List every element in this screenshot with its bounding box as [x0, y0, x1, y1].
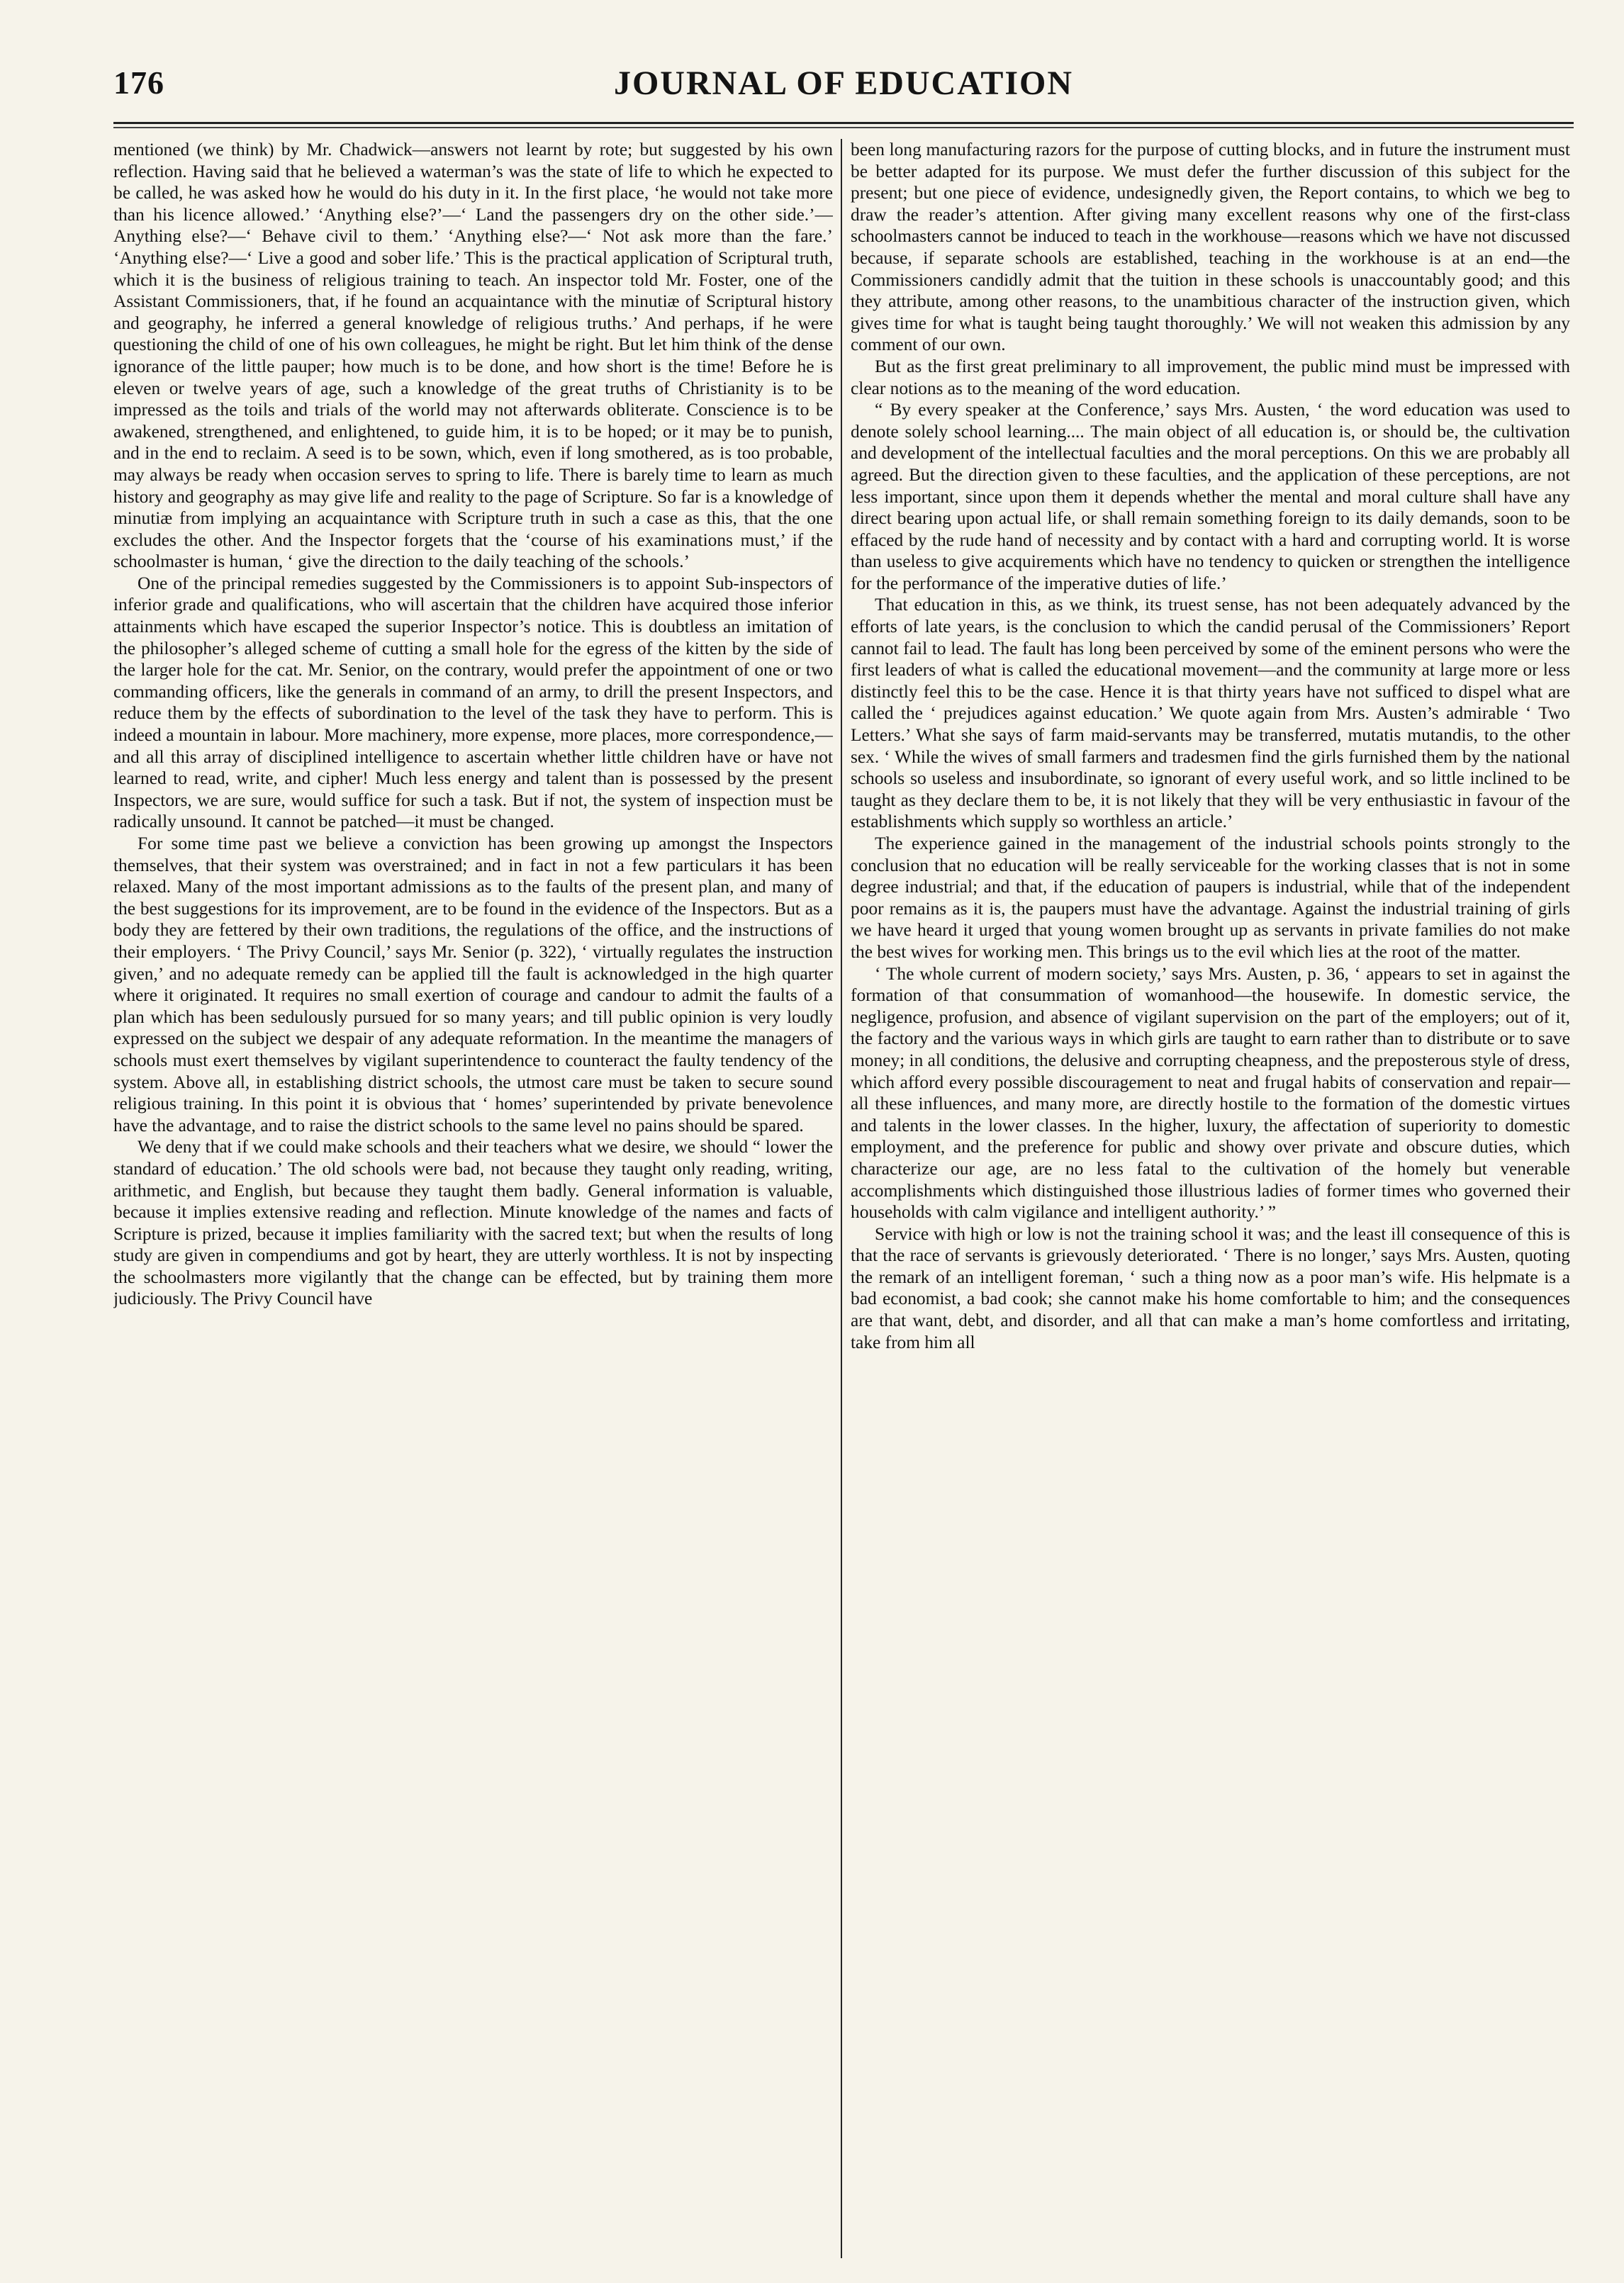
paragraph: For some time past we believe a conviction has been growing up amongst the Inspectors themselves, that their system was overstrained; and in fact in not a few particulars it has been relaxed. Many of the most important admissions as to the faults of the present plan, and many of the best suggestions for its improvement, are to be found in the evidence of the Inspectors. But as a body they are fettered by their own traditions, the regulations of the office, and the instructions of their employers. ‘ The Privy Council,’ says Mr. Senior (p. 322), ‘ virtually regulates the instruction given,’ and no adequate remedy can be applied till the fault is acknowledged in the high quarter where it originated. It requires no small exertion of courage and candour to admit the faults of a plan which has been sedulously pursued for so many years; and till public opinion is very loudly expressed on the subject we despair of any adequate reformation. In the meantime the managers of schools must exert themselves by vigilant superintendence to counteract the faulty tendency of the system. Above all, in establishing district schools, the utmost care must be taken to secure sound religious training. In this point it is obvious that ‘ homes’ superintended by private benevolence have the advantage, and to raise the district schools to the same level no pains should be spared. — [113, 834, 833, 1135]
paragraph: But as the first great preliminary to all improvement, the public mind must be impressed with clear notions as to the meaning of the word education. — [851, 356, 1570, 398]
page-header — [113, 64, 1574, 113]
paragraph: The experience gained in the management of the industrial schools points strongly to the conclusion that no education will be really serviceable for the working classes that is not in some degree industrial; and that, if the education of paupers is industrial, while that of the independent poor remains as it is, the paupers must have the advantage. Against the industrial training of girls we have heard it urged that young women brought up as servants in private families do not make the best wives for working men. This brings us to the evil which lies at the root of the matter. — [851, 834, 1570, 962]
header-rule — [113, 122, 1574, 128]
paragraph: been long manufacturing razors for the purpose of cutting blocks, and in future the instrument must be better adapted for its purpose. We must defer the further discussion of this subject for the present; but one piece of evidence, undesignedly given, the Report contains, to which we beg to draw the reader’s attention. After giving many excellent reasons why one of the first-class schoolmasters cannot be induced to teach in the workhouse—reasons which we have not discussed because, if separate schools are established, teaching in the workhouse is at an end—the Commissioners candidly admit that the tuition in these schools is unaccountably good; and this they attribute, among other reasons, to the unambitious character of the instruction given, which gives time for what is taught being taught thoroughly.’ We will not weaken this admission by any comment of our own. — [851, 140, 1570, 355]
page-number: 176 — [113, 64, 164, 101]
paragraph: That education in this, as we think, its truest sense, has not been adequately advanced by the efforts of late years, is the conclusion to which the candid perusal of the Commissioners’ Report cannot fail to lead. The fault has long been perceived by some of the eminent persons who were the first leaders of what is called the educational movement—and the community at large more or less distinctly feel this to be the case. Hence it is that thirty years have not sufficed to dispel what are called the ‘ prejudices against education.’ We quote again from Mrs. Austen’s admirable ‘ Two Letters.’ What she says of farm maid-servants may be transferred, mutatis mutandis, to the other sex. ‘ While the wives of small farmers and tradesmen find the girls furnished them by the national schools so useless and insubordinate, so ignorant of every useful work, and so little inclined to be taught as they declare them to be, it is not likely that they will be very enthusiastic in favour of the establishments which supply so worthless an article.’ — [851, 595, 1570, 832]
paragraph: mentioned (we think) by Mr. Chadwick—answers not learnt by rote; but suggested by his own reflection. Having said that he believed a waterman’s was the state of life to which he expected to be called, he was asked how he would do his duty in it. In the first place, ‘he would not take more than his licence allowed.’ ‘Anything else?’—‘ Land the passengers dry on the other side.’— Anything else?—‘ Behave civil to them.’ ‘Anything else?—‘ Not ask more than the fare.’ ‘Anything else?—‘ Live a good and sober life.’ This is the practical application of Scriptural truth, which it is the business of religious training to teach. An inspector told Mr. Foster, one of the Assistant Commissioners, that, if he found an acquaintance with the minutiæ of Scriptural history and geography, he inferred a general knowledge of religious truths.’ And perhaps, if he were questioning the child of one of his own colleagues, he might be right. But let him think of the dense ignorance of the little pauper; how much is to be done, and how short is the time! Before he is eleven or twelve years of age, such a knowledge of the great truths of Christianity is to be impressed as the toils and trials of the world may not afterwards obliterate. Conscience is to be awakened, strengthened, and enlightened, to guide him, it is to be hoped; or it may be to punish, and in the end to reclaim. A seed is to be sown, which, even if long smothered, as is too probable, may always be ready when occasion serves to spring to life. There is barely time to learn as much history and geography as may give life and reality to the page of Scripture. So far is a knowledge of minutiæ from implying an acquaintance with Scripture truth in such a case as this, that the one excludes the other. And the Inspector forgets that the ‘course of his examinations must,’ if the schoolmaster is human, ‘ give the direction to the daily teaching of the schools.’ — [113, 140, 833, 572]
paragraph: One of the principal remedies suggested by the Commissioners is to appoint Sub-inspectors of inferior grade and qualifications, who will ascertain that the children have acquired those inferior attainments which have escaped the superior Inspector’s notice. This is doubtless an imitation of the philosopher’s alleged scheme of cutting a small hole for the egress of the kitten by the side of the larger hole for the cat. Mr. Senior, on the contrary, would prefer the appointment of one or two commanding officers, like the generals in command of an army, to drill the present Inspectors, and reduce them by the effects of subordination to the level of the task they have to perform. This is indeed a mountain in labour. More machinery, more expense, more places, more correspondence,—and all this array of disciplined intelligence to ascertain whether little children have or have not learned to read, write, and cipher! Much less energy and talent than is possessed by the present Inspectors, we are sure, would suffice for such a task. But if not, the system of inspection must be radically unsound. It cannot be patched—it must be changed. — [113, 573, 833, 832]
paragraph: We deny that if we could make schools and their teachers what we desire, we should “ lower the standard of education.’ The old schools were bad, not because they taught only reading, writing, arithmetic, and English, but because they taught them badly. General information is valuable, because it implies extensive reading and reflection. Minute knowledge of the names and facts of Scripture is prized, because it implies familiarity with the sacred text; but when the results of long study are given in compendiums and got by heart, they are utterly worthless. It is not by inspecting the schoolmasters more vigilantly that the change can be effected, but by training them more judiciously. The Privy Council have — [113, 1137, 833, 1309]
paragraph: ‘ The whole current of modern society,’ says Mrs. Austen, p. 36, ‘ appears to set in against the formation of that consummation of womanhood—the housewife. In domestic service, the negligence, profusion, and absence of vigilant supervision on the part of the employers; out of it, the factory and the various ways in which girls are taught to earn rather than to distribute or to save money; in all conditions, the delusive and corrupting cheapness, and the preposterous style of dress, which afford every possible discouragement to neat and frugal habits of conservation and repair—all these influences, and many more, are directly hostile to the formation of the domestic virtues and talents in the lower classes. In the higher, luxury, the affectation of superiority to domestic employment, and the preference for public and showy over private and obscure duties, which characterize our age, are no less fatal to the cultivation of the homely but venerable accomplishments which distinguished those illustrious ladies of former times who governed their households with calm vigilance and intelligent authority.’ ” — [851, 963, 1570, 1223]
paragraph: Service with high or low is not the training school it was; and the least ill consequence of this is that the race of servants is grievously deteriorated. ‘ There is no longer,’ says Mrs. Austen, quoting the remark of an intelligent foreman, ‘ such a thing now as a poor man’s wife. His helpmate is a bad economist, a bad cook; she cannot make his home comfortable to him; and the consequences are that want, debt, and disorder, and all that can make a man’s home comfortless and irritating, take from him all — [851, 1223, 1570, 1352]
right-column — [851, 139, 1570, 2258]
left-column — [113, 139, 833, 2258]
running-title: JOURNAL OF EDUCATION — [613, 64, 1074, 102]
paragraph: “ By every speaker at the Conference,’ says Mrs. Austen, ‘ the word education was used to denote solely school learning.... The main object of all education is, or should be, the cultivation and development of the intellectual faculties and the moral perceptions. On this we are probably all agreed. But the direction given to these faculties, and the application of these perceptions, are not less important, since upon them it depends whether the mental and moral culture shall have any direct bearing upon actual life, or shall remain something foreign to its daily demands, soon to be effaced by the rude hand of necessity and by contact with a hard and corrupting world. It is worse than useless to give acquirements which have no tendency to quicken or strengthen the intelligence for the performance of the imperative duties of life.’ — [851, 400, 1570, 593]
column-divider — [841, 139, 842, 2258]
